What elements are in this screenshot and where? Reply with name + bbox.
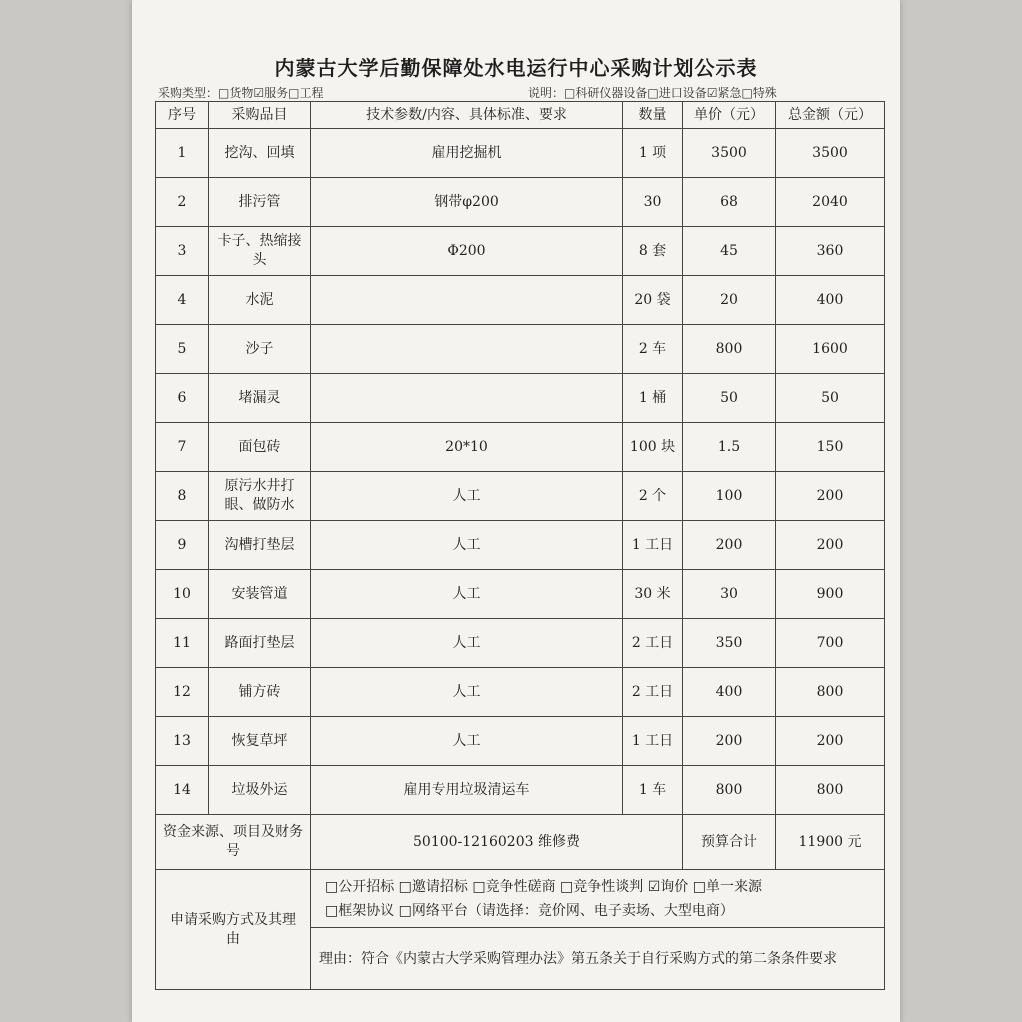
header-no: 序号 bbox=[156, 102, 209, 129]
row-qty: 1 车 bbox=[623, 766, 683, 815]
procurement-note bbox=[528, 84, 777, 101]
budget-label: 预算合计 bbox=[683, 815, 776, 870]
row-qty: 2 工日 bbox=[623, 619, 683, 668]
fund-row bbox=[156, 815, 885, 870]
row-spec bbox=[311, 374, 623, 423]
table-row bbox=[156, 178, 885, 227]
row-qty: 1 桶 bbox=[623, 374, 683, 423]
row-item: 水泥 bbox=[209, 276, 311, 325]
row-no: 7 bbox=[156, 423, 209, 472]
row-qty: 100 块 bbox=[623, 423, 683, 472]
row-item: 恢复草坪 bbox=[209, 717, 311, 766]
row-price: 350 bbox=[683, 619, 776, 668]
row-price: 30 bbox=[683, 570, 776, 619]
row-qty: 30 米 bbox=[623, 570, 683, 619]
row-spec: 人工 bbox=[311, 668, 623, 717]
row-price: 800 bbox=[683, 325, 776, 374]
method-options-line2: □框架协议 □网络平台（请选择：竞价网、电子卖场、大型电商） bbox=[325, 902, 734, 919]
row-price: 20 bbox=[683, 276, 776, 325]
row-total: 150 bbox=[776, 423, 885, 472]
row-item: 原污水井打眼、做防水 bbox=[209, 472, 311, 521]
row-price: 200 bbox=[683, 717, 776, 766]
row-no: 6 bbox=[156, 374, 209, 423]
row-spec: 人工 bbox=[311, 619, 623, 668]
row-qty: 2 工日 bbox=[623, 668, 683, 717]
method-label: 申请采购方式及其理由 bbox=[156, 870, 311, 990]
row-no: 2 bbox=[156, 178, 209, 227]
table-header-row bbox=[156, 102, 885, 129]
row-price: 800 bbox=[683, 766, 776, 815]
table-row bbox=[156, 521, 885, 570]
method-reason: 理由：符合《内蒙古大学采购管理办法》第五条关于自行采购方式的第二条条件要求 bbox=[311, 928, 885, 990]
row-total: 1600 bbox=[776, 325, 885, 374]
table-row bbox=[156, 374, 885, 423]
row-spec: 雇用专用垃圾清运车 bbox=[311, 766, 623, 815]
procurement-table bbox=[155, 101, 885, 990]
row-spec: 雇用挖掘机 bbox=[311, 129, 623, 178]
method-options-line1: □公开招标 □邀请招标 □竞争性磋商 □竞争性谈判 ☑询价 □单一来源 bbox=[325, 878, 762, 895]
row-spec: 人工 bbox=[311, 472, 623, 521]
row-total: 50 bbox=[776, 374, 885, 423]
row-no: 13 bbox=[156, 717, 209, 766]
row-qty: 1 项 bbox=[623, 129, 683, 178]
row-price: 3500 bbox=[683, 129, 776, 178]
table-row bbox=[156, 472, 885, 521]
table-row bbox=[156, 570, 885, 619]
row-total: 200 bbox=[776, 521, 885, 570]
header-qty: 数量 bbox=[623, 102, 683, 129]
row-item: 面包砖 bbox=[209, 423, 311, 472]
row-qty: 1 工日 bbox=[623, 717, 683, 766]
row-no: 10 bbox=[156, 570, 209, 619]
table-row bbox=[156, 717, 885, 766]
method-options bbox=[311, 870, 885, 928]
row-item: 卡子、热缩接头 bbox=[209, 227, 311, 276]
row-spec: 人工 bbox=[311, 570, 623, 619]
row-price: 400 bbox=[683, 668, 776, 717]
row-total: 3500 bbox=[776, 129, 885, 178]
row-spec: 钢带φ200 bbox=[311, 178, 623, 227]
row-item: 路面打垫层 bbox=[209, 619, 311, 668]
row-no: 11 bbox=[156, 619, 209, 668]
procurement-type-options: □货物☑服务□工程 bbox=[218, 86, 324, 100]
row-total: 700 bbox=[776, 619, 885, 668]
row-spec bbox=[311, 276, 623, 325]
procurement-note-options: □科研仪器设备□进口设备☑紧急□特殊 bbox=[564, 86, 777, 100]
budget-value: 11900 元 bbox=[776, 815, 885, 870]
row-price: 200 bbox=[683, 521, 776, 570]
row-no: 3 bbox=[156, 227, 209, 276]
row-item: 沙子 bbox=[209, 325, 311, 374]
row-qty: 20 袋 bbox=[623, 276, 683, 325]
table-row bbox=[156, 619, 885, 668]
header-total: 总金额（元） bbox=[776, 102, 885, 129]
row-item: 垃圾外运 bbox=[209, 766, 311, 815]
document-title: 内蒙古大学后勤保障处水电运行中心采购计划公示表 bbox=[274, 56, 758, 80]
table-row bbox=[156, 423, 885, 472]
row-price: 100 bbox=[683, 472, 776, 521]
row-no: 4 bbox=[156, 276, 209, 325]
header-item: 采购品目 bbox=[209, 102, 311, 129]
row-price: 50 bbox=[683, 374, 776, 423]
row-spec bbox=[311, 325, 623, 374]
procurement-type-label: 采购类型： bbox=[158, 86, 219, 100]
row-price: 1.5 bbox=[683, 423, 776, 472]
row-spec: 人工 bbox=[311, 521, 623, 570]
row-total: 2040 bbox=[776, 178, 885, 227]
table-row bbox=[156, 227, 885, 276]
row-total: 400 bbox=[776, 276, 885, 325]
row-price: 68 bbox=[683, 178, 776, 227]
table-row bbox=[156, 766, 885, 815]
method-row bbox=[156, 870, 885, 928]
row-no: 8 bbox=[156, 472, 209, 521]
row-qty: 1 工日 bbox=[623, 521, 683, 570]
row-total: 360 bbox=[776, 227, 885, 276]
row-total: 200 bbox=[776, 717, 885, 766]
row-spec: Φ200 bbox=[311, 227, 623, 276]
row-total: 800 bbox=[776, 668, 885, 717]
header-price: 单价（元） bbox=[683, 102, 776, 129]
procurement-note-label: 说明： bbox=[528, 86, 565, 100]
row-qty: 2 车 bbox=[623, 325, 683, 374]
row-no: 9 bbox=[156, 521, 209, 570]
header-spec: 技术参数/内容、具体标准、要求 bbox=[311, 102, 623, 129]
row-spec: 人工 bbox=[311, 717, 623, 766]
row-no: 1 bbox=[156, 129, 209, 178]
table-row bbox=[156, 668, 885, 717]
fund-value: 50100-12160203 维修费 bbox=[311, 815, 683, 870]
procurement-type bbox=[158, 84, 323, 101]
row-spec: 20*10 bbox=[311, 423, 623, 472]
row-item: 铺方砖 bbox=[209, 668, 311, 717]
table-row bbox=[156, 276, 885, 325]
table-row bbox=[156, 129, 885, 178]
row-qty: 30 bbox=[623, 178, 683, 227]
row-item: 排污管 bbox=[209, 178, 311, 227]
row-qty: 2 个 bbox=[623, 472, 683, 521]
row-no: 12 bbox=[156, 668, 209, 717]
row-total: 800 bbox=[776, 766, 885, 815]
row-total: 900 bbox=[776, 570, 885, 619]
row-no: 14 bbox=[156, 766, 209, 815]
row-qty: 8 套 bbox=[623, 227, 683, 276]
row-item: 堵漏灵 bbox=[209, 374, 311, 423]
row-price: 45 bbox=[683, 227, 776, 276]
row-item: 安装管道 bbox=[209, 570, 311, 619]
row-total: 200 bbox=[776, 472, 885, 521]
row-no: 5 bbox=[156, 325, 209, 374]
row-item: 挖沟、回填 bbox=[209, 129, 311, 178]
fund-label: 资金来源、项目及财务号 bbox=[156, 815, 311, 870]
row-item: 沟槽打垫层 bbox=[209, 521, 311, 570]
table-row bbox=[156, 325, 885, 374]
